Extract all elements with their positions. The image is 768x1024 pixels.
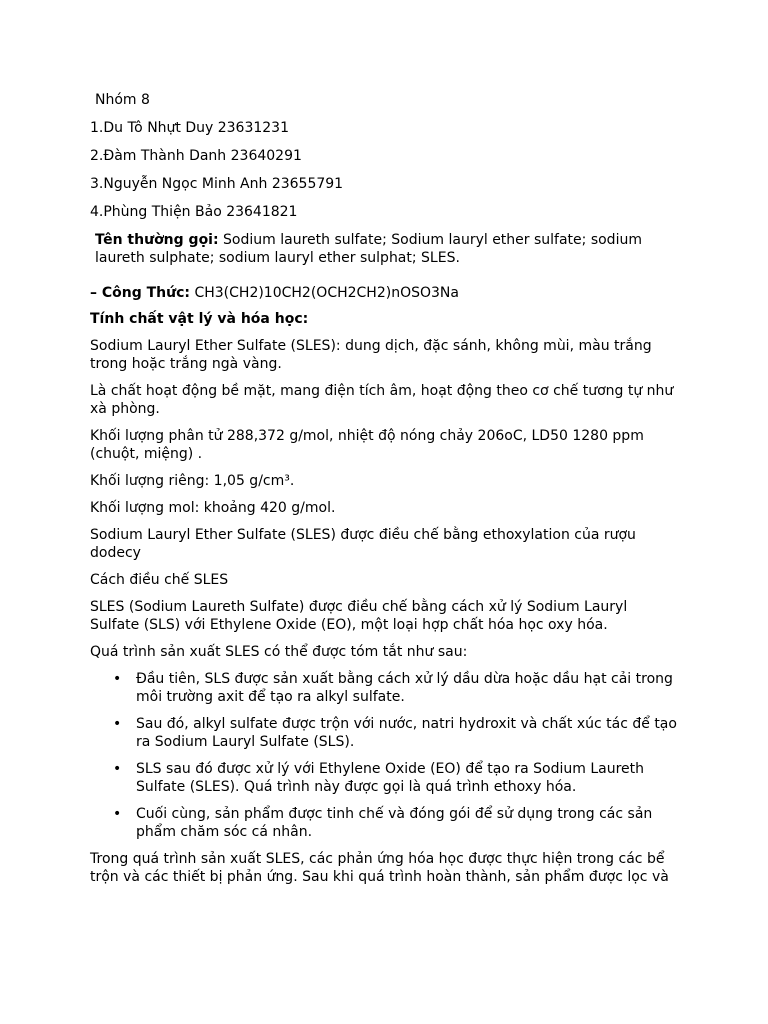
common-names-text: Sodium laureth sulfate; Sodium lauryl ether sulfate; sodium laureth sulphate; sodium lauryl ether sulphat; SLES.	[95, 232, 642, 266]
member-4: 4.Phùng Thiện Bảo 23641821	[90, 204, 298, 220]
properties-heading: Tính chất vật lý và hóa học:	[90, 311, 309, 327]
formula-label: – Công Thức:	[90, 285, 191, 301]
process-steps-list	[90, 670, 680, 841]
common-names-label: Tên thường gọi:	[95, 232, 219, 248]
paragraph-molecular-weight: Khối lượng phân tử 288,372 g/mol, nhiệt độ nóng chảy 206oC, LD50 1280 ppm (chuột, miệng) .	[90, 428, 644, 462]
paragraph-process-intro: Quá trình sản xuất SLES có thể được tóm tắt như sau:	[90, 644, 468, 660]
list-item: • Sau đó, alkyl sulfate được trộn với nước, natri hydroxit và chất xúc tác để tạo ra Sodium Lauryl Sulfate (SLS).	[90, 715, 680, 751]
list-item: • SLS sau đó được xử lý với Ethylene Oxide (EO) để tạo ra Sodium Laureth Sulfate (SLES). Quá trình này được gọi là quá trình ethoxy hóa.	[90, 760, 680, 796]
formula-paragraph	[90, 284, 680, 302]
paragraph-preparation-title: Cách điều chế SLES	[90, 572, 229, 588]
document-page	[90, 91, 680, 895]
paragraph-appearance: Sodium Lauryl Ether Sulfate (SLES): dung dịch, đặc sánh, không mùi, màu trắng trong hoặc trắng ngà vàng.	[90, 338, 652, 372]
group-title: Nhóm 8	[95, 92, 150, 108]
paragraph-density: Khối lượng riêng: 1,05 g/cm³.	[90, 473, 295, 489]
paragraph-surfactant: Là chất hoạt động bề mặt, mang điện tích âm, hoạt động theo cơ chế tương tự như xà phòng.	[90, 383, 674, 417]
common-names-paragraph	[90, 231, 680, 267]
paragraph-preparation-method: SLES (Sodium Laureth Sulfate) được điều chế bằng cách xử lý Sodium Lauryl Sulfate (SLS) với Ethylene Oxide (EO), một loại hợp chất hóa học oxy hóa.	[90, 599, 628, 633]
list-item: • Đầu tiên, SLS được sản xuất bằng cách xử lý dầu dừa hoặc dầu hạt cải trong môi trường axit để tạo ra alkyl sulfate.	[90, 670, 680, 706]
list-item: • Cuối cùng, sản phẩm được tinh chế và đóng gói để sử dụng trong các sản phẩm chăm sóc cá nhân.	[90, 805, 680, 841]
paragraph-molar-mass: Khối lượng mol: khoảng 420 g/mol.	[90, 500, 336, 516]
member-2: 2.Đàm Thành Danh 23640291	[90, 148, 302, 164]
formula-text: CH3(CH2)10CH2(OCH2CH2)nOSO3Na	[190, 285, 459, 301]
closing-paragraph: Trong quá trình sản xuất SLES, các phản ứng hóa học được thực hiện trong các bể trộn và các thiết bị phản ứng. Sau khi quá trình hoàn thành, sản phẩm được lọc và	[90, 851, 669, 885]
member-1: 1.Du Tô Nhựt Duy 23631231	[90, 120, 290, 136]
paragraph-ethoxylation: Sodium Lauryl Ether Sulfate (SLES) được điều chế bằng ethoxylation của rượu dodecy	[90, 527, 636, 561]
member-3: 3.Nguyễn Ngọc Minh Anh 23655791	[90, 176, 344, 192]
